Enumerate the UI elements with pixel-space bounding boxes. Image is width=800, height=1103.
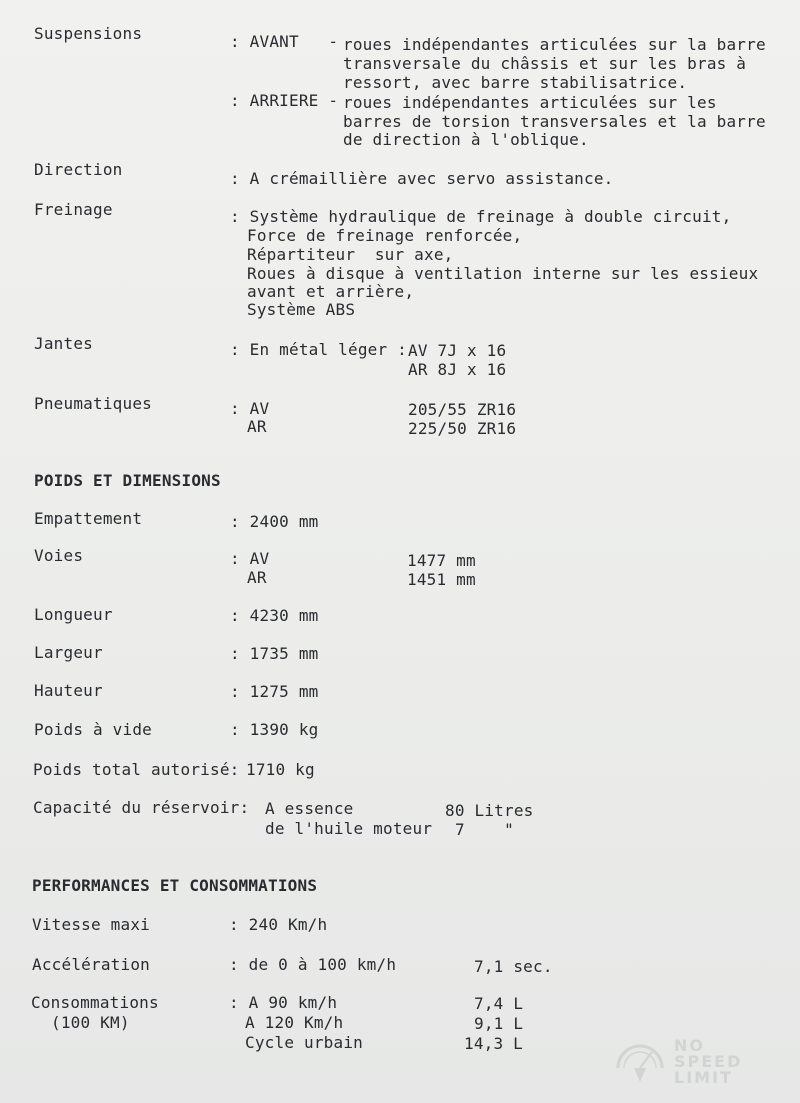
largeur-label: Largeur xyxy=(34,643,103,662)
poids-section-title: POIDS ET DIMENSIONS xyxy=(34,471,221,490)
largeur-value: : 1735 mm xyxy=(230,644,319,663)
voies-av-value: 1477 mm xyxy=(407,551,476,570)
freinage-line-1: : Système hydraulique de freinage à double circuit, xyxy=(230,207,732,226)
suspensions-label: Suspensions xyxy=(34,24,143,43)
freinage-line-3: Répartiteur sur axe, xyxy=(247,245,454,264)
watermark-line-1: NO xyxy=(674,1036,705,1055)
direction-label: Direction xyxy=(34,160,123,179)
acceleration-time: 7,1 sec. xyxy=(474,957,553,976)
suspensions-arriere-line-3: de direction à l'oblique. xyxy=(343,130,589,149)
suspensions-arriere-line-1: roues indépendantes articulées sur les xyxy=(343,93,717,112)
hauteur-label: Hauteur xyxy=(34,681,103,700)
watermark xyxy=(612,1036,782,1092)
suspensions-arriere-line-2: barres de torsion transversales et la barre xyxy=(343,112,766,131)
reservoir-huile-label: de l'huile moteur xyxy=(265,819,433,838)
freinage-label: Freinage xyxy=(34,200,113,219)
vitesse-value: : 240 Km/h xyxy=(229,915,328,934)
empattement-value: : 2400 mm xyxy=(230,512,319,531)
reservoir-huile-value: 7 " xyxy=(455,820,514,839)
pneumatiques-ar-value: 225/50 ZR16 xyxy=(408,419,517,438)
poids-vide-value: : 1390 kg xyxy=(230,720,319,739)
longueur-value: : 4230 mm xyxy=(230,606,319,625)
consommations-row-3-label: Cycle urbain xyxy=(245,1033,363,1052)
reservoir-essence-value: 80 Litres xyxy=(445,801,534,820)
freinage-line-2: Force de freinage renforcée, xyxy=(247,226,523,245)
acceleration-label: Accélération xyxy=(32,955,150,974)
consommations-row-1-value: 7,4 L xyxy=(474,994,524,1013)
pneumatiques-av-value: 205/55 ZR16 xyxy=(408,400,517,419)
consommations-row-2-value: 9,1 L xyxy=(474,1014,524,1033)
jantes-label: Jantes xyxy=(34,334,93,353)
voies-label: Voies xyxy=(34,546,84,565)
voies-ar-value: 1451 mm xyxy=(407,570,476,589)
reservoir-essence-label: A essence xyxy=(265,799,354,818)
watermark-line-2: SPEED xyxy=(674,1052,743,1071)
voies-av-label: : AV xyxy=(230,549,270,568)
pneumatiques-av-label: : AV xyxy=(230,399,270,418)
freinage-line-6: Système ABS xyxy=(247,300,356,319)
pneumatiques-ar-label: AR xyxy=(247,417,267,436)
jantes-av: AV 7J x 16 xyxy=(408,341,507,360)
poids-vide-label: Poids à vide xyxy=(34,720,152,739)
freinage-line-5: avant et arrière, xyxy=(247,282,415,301)
speedometer-road-icon xyxy=(612,1038,668,1084)
poids-total-label: Poids total autorisé: xyxy=(33,760,240,779)
consommations-row-3-value: 14,3 L xyxy=(464,1034,523,1053)
voies-ar-label: AR xyxy=(247,568,267,587)
perf-section-title: PERFORMANCES ET CONSOMMATIONS xyxy=(32,876,318,895)
suspensions-avant-line-1: roues indépendantes articulées sur la barre xyxy=(343,35,766,54)
consommations-row-2-label: A 120 Km/h xyxy=(245,1013,344,1032)
freinage-line-4: Roues à disque à ventilation interne sur les essieux xyxy=(247,264,759,283)
suspensions-avant-line-2: transversale du châssis et sur les bras à xyxy=(343,54,747,73)
suspensions-arriere-label: : ARRIERE - xyxy=(230,91,339,110)
vitesse-label: Vitesse maxi xyxy=(32,915,150,934)
consommations-row-1-label: : A 90 km/h xyxy=(229,993,338,1012)
direction-value: : A crémaillière avec servo assistance. xyxy=(230,169,614,188)
jantes-ar: AR 8J x 16 xyxy=(408,360,507,379)
watermark-line-3: LIMIT xyxy=(674,1068,733,1087)
suspensions-avant-line-3: ressort, avec barre stabilisatrice. xyxy=(343,73,688,92)
poids-total-value: 1710 kg xyxy=(246,760,315,779)
suspensions-avant-label: : AVANT - xyxy=(230,32,339,51)
consommations-label: Consommations xyxy=(31,993,159,1012)
hauteur-value: : 1275 mm xyxy=(230,682,319,701)
longueur-label: Longueur xyxy=(34,605,113,624)
acceleration-value: : de 0 à 100 km/h xyxy=(229,955,397,974)
empattement-label: Empattement xyxy=(34,509,143,528)
reservoir-label: Capacité du réservoir: xyxy=(33,798,250,817)
jantes-value: : En métal léger : xyxy=(230,340,407,359)
consommations-sublabel: (100 KM) xyxy=(51,1013,130,1032)
pneumatiques-label: Pneumatiques xyxy=(34,394,152,413)
